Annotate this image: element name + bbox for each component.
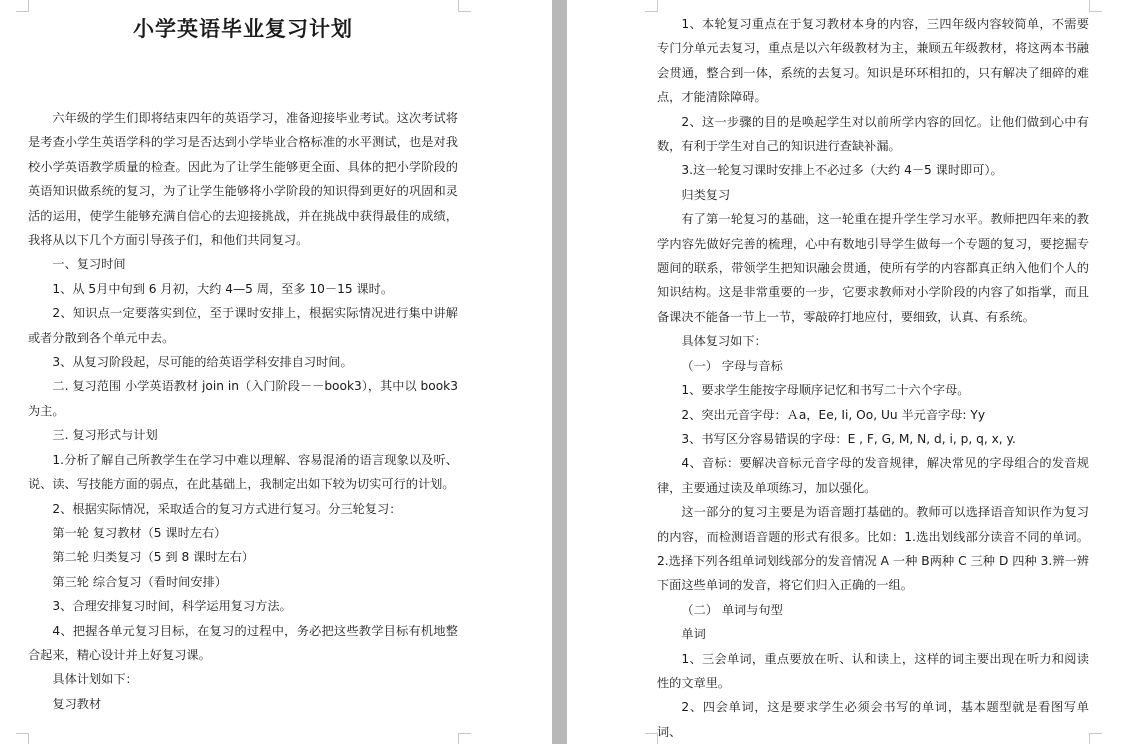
page-corner-mark — [458, 733, 471, 744]
section-heading: 二. 复习范围 小学英语教材 join in（入门阶段－－book3），其中以 book3 为主。 — [28, 379, 458, 418]
paragraph: 有了第一轮复习的基础，这一轮重在提升学生学习水平。教师把四年来的教学内容先做好完善的梳理，心中有数地引导学生做每一个专题的复习，要挖掘专题间的联系，带领学生把知识融会贯通，使所有学的内容都真正纳入他们个人的知识结构。这是非常重要的一步，它要求教师对小学阶段的内容了如指掌，而且备课决不能备一节上一节，零敲碎打地应付，要细致，认真、有系统。 — [657, 212, 1089, 324]
paragraph: 2、这一步骤的目的是唤起学生对以前所学内容的回忆。让他们做到心中有数，有利于学生对自己的知识进行查缺补漏。 — [657, 114, 1089, 154]
page-corner-mark — [1089, 733, 1102, 744]
subsection-heading: 归类复习 — [681, 187, 731, 202]
paragraph: 具体复习如下： — [681, 334, 767, 349]
paragraph: 1.分析了解自己所教学生在学习中难以理解、容易混淆的语言现象以及听、说、读、写技能方面的弱点，在此基础上，我制定出如下较为切实可行的计划。 — [28, 452, 458, 492]
page-corner-mark — [1089, 0, 1102, 12]
page-corner-mark — [16, 0, 29, 12]
document-page-right — [567, 0, 1123, 744]
subsection-heading: 复习教材 — [52, 696, 102, 711]
page-corner-mark — [645, 0, 658, 12]
paragraph: 3、合理安排复习时间，科学运用复习方法。 — [52, 599, 292, 614]
paragraph: 1、本轮复习重点在于复习教材本身的内容，三四年级内容较简单，不需要专门分单元去复习，重点是以六年级教材为主，兼顾五年级教材，将这两本书融会贯通，整合到一体，系统的去复习。知识是环环相扣的，只有解决了细碎的难点，才能清除障碍。 — [657, 17, 1089, 105]
paragraph: 2、根据实际情况，采取适合的复习方式进行复习。分三轮复习： — [52, 501, 402, 516]
subsection-heading: （二） 单词与句型 — [681, 602, 783, 617]
document-title: 小学英语毕业复习计划 — [133, 16, 353, 41]
paragraph: 1、从 5月中旬到 6 月初，大约 4—5 周，至多 10－15 课时。 — [52, 281, 394, 296]
paragraph: 1、要求学生能按字母顺序记忆和书写二十六个字母。 — [681, 383, 970, 398]
paragraph: 具体计划如下： — [52, 672, 138, 687]
paragraph: 这一部分的复习主要是为语音题打基础的。教师可以选择语音知识作为复习的内容，而检测语音题的形式有很多。比如：1.选出划线部分读音不同的单词。2.选择下列各组单词划线部分的发音情况 A 一种 B两种 C 三种 D 四种 3.辨一辨下面这些单词的发音，将它们归入正确的一组。 — [657, 505, 1089, 593]
paragraph: 第二轮 归类复习（5 到 8 课时左右） — [52, 550, 255, 565]
section-heading: 三. 复习形式与计划 — [52, 428, 158, 443]
document-page-left — [0, 0, 552, 744]
body-text — [657, 12, 1089, 744]
page-gutter — [552, 0, 567, 744]
paragraph: 2、突出元音字母：Ａa，Ee, Ii, Oo, Uu 半元音字母: Yy — [681, 407, 986, 422]
paragraph: 2、四会单词，这是要求学生必须会书写的单词，基本题型就是看图写单词、 — [657, 700, 1089, 739]
paragraph: 第三轮 综合复习（看时间安排） — [52, 574, 227, 589]
subsection-heading: 单词 — [681, 627, 706, 642]
page-corner-mark — [458, 0, 471, 12]
paragraph: 3.这一轮复习课时安排上不必过多（大约 4－5 课时即可）。 — [681, 163, 1003, 178]
section-heading: 一、复习时间 — [52, 257, 126, 272]
page-corner-mark — [16, 733, 29, 744]
body-text — [28, 106, 458, 716]
paragraph: 3、从复习阶段起，尽可能的给英语学科安排自习时间。 — [52, 355, 353, 370]
paragraph: 4、把握各单元复习目标，在复习的过程中，务必把这些教学目标有机地整合起来，精心设计并上好复习课。 — [28, 623, 458, 662]
paragraph: 4、音标：要解决音标元音字母的发音规律，解决常见的字母组合的发音规律，主要通过读及单项练习，加以强化。 — [657, 456, 1089, 495]
paragraph: 第一轮 复习教材（5 课时左右） — [52, 525, 227, 540]
paragraph: 1、三会单词，重点要放在听、认和读上，这样的词主要出现在听力和阅读性的文章里。 — [657, 651, 1089, 690]
paragraph: 3、书写区分容易错误的字母：E , F, G, M, N, d, i, p, q, x, y. — [681, 431, 1016, 446]
subsection-heading: （一） 字母与音标 — [681, 358, 783, 373]
paragraph: 2、知识点一定要落实到位，至于课时安排上，根据实际情况进行集中讲解或者分散到各个单元中去。 — [28, 306, 458, 345]
paragraph: 六年级的学生们即将结束四年的英语学习，准备迎接毕业考试。这次考试将是考查小学生英语学科的学习是否达到小学毕业合格标准的水平测试，也是对我校小学英语教学质量的检查。因此为了让学生能够更全面、具体的把小学阶段的英语知识做系统的复习，为了让学生能够将小学阶段的知识得到更好的巩固和灵活的运用，使学生能够充满自信心的去迎接挑战，并在挑战中获得最佳的成绩，我将从以下几个方面引导孩子们，和他们共同复习。 — [28, 111, 458, 248]
